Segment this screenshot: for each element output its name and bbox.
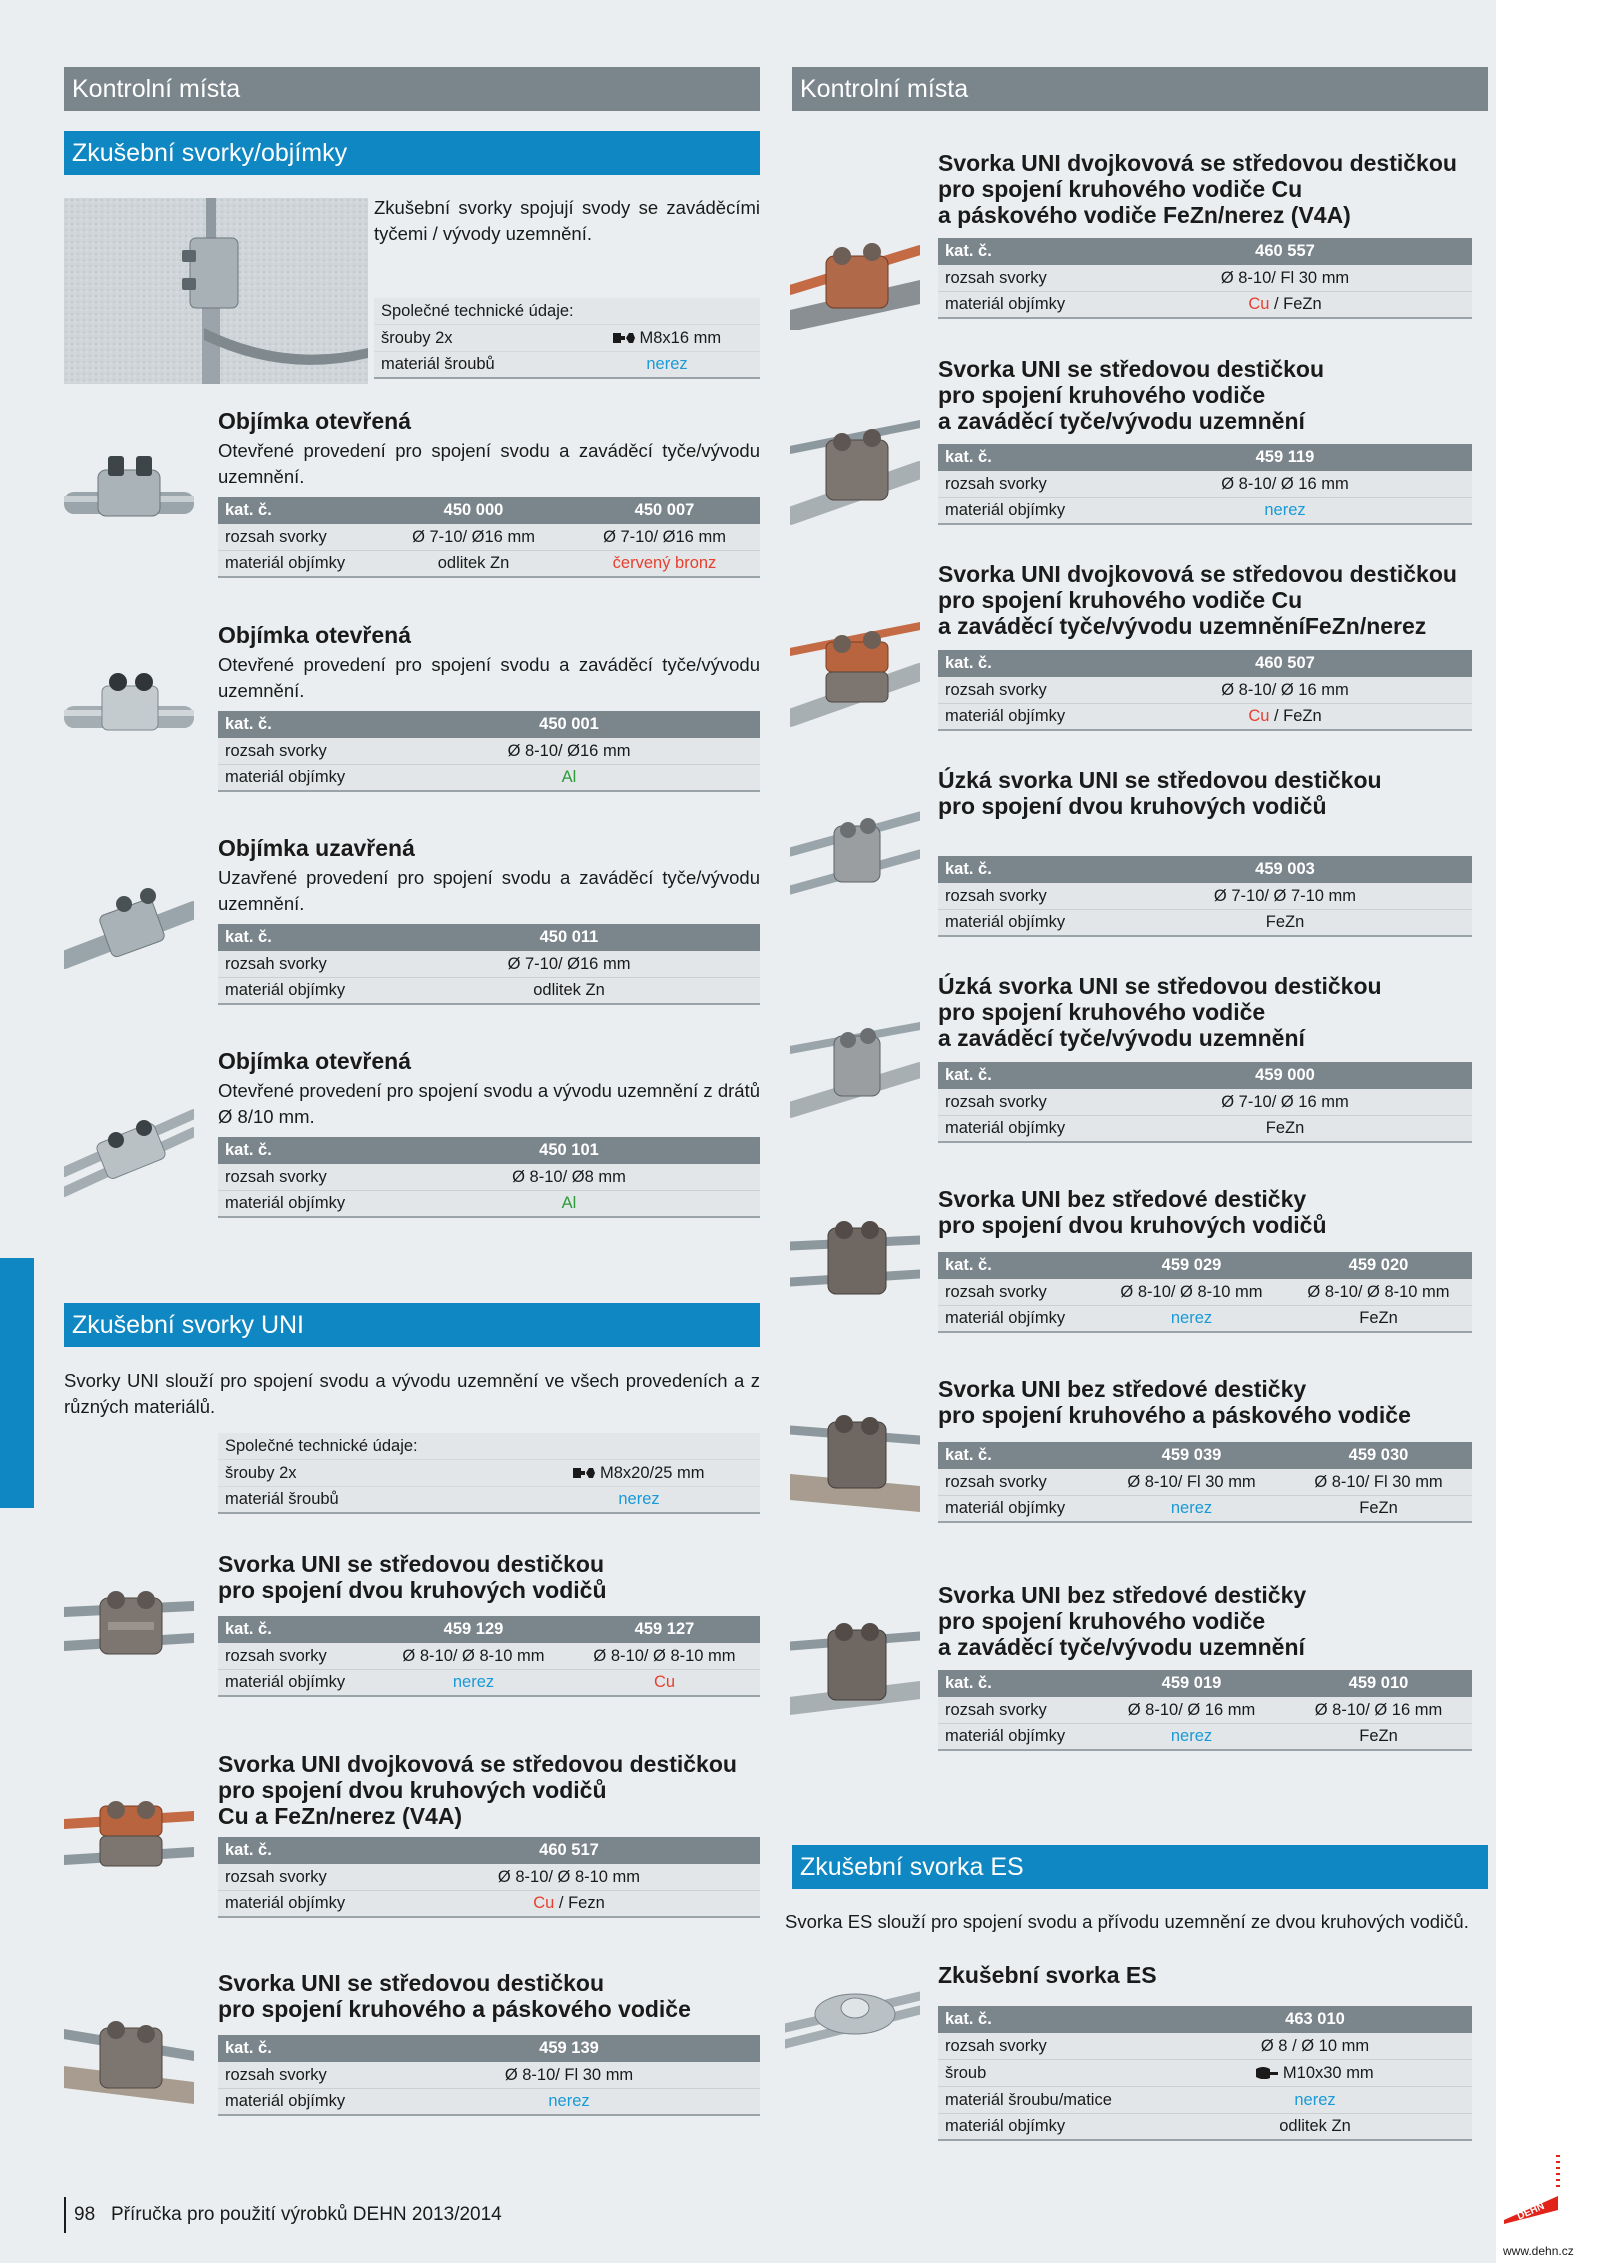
cell: nerez [1170,1309,1213,1327]
product-table-459039 [938,1442,1472,1523]
product-photo-459129 [64,1572,194,1672]
cell: FeZn [1359,1499,1398,1517]
cell: 459 010 [1348,1674,1409,1692]
cell: rozsah svorky [225,1867,327,1886]
cell: 459 030 [1348,1446,1409,1464]
product-title-line: a zaváděcí tyče/vývodu uzemněníFeZn/nerez [938,613,1427,639]
cell: rozsah svorky [945,1472,1047,1491]
cell: 450 101 [539,1141,599,1159]
product-title: Objímka otevřená [218,1048,412,1074]
table-row [218,524,760,551]
cell: rozsah svorky [945,1092,1047,1111]
intro-text: Zkušební svorky spojují svody se zaváděcími tyčemi / vývody uzemnění. [374,197,760,244]
spec-label: šrouby 2x [381,328,453,347]
product-table-459129 [218,1616,760,1697]
cell: kat. č. [945,654,992,672]
cell: Ø 8-10/ Ø 8-10 mm [1120,1282,1263,1301]
cell: rozsah svorky [945,474,1047,493]
chapter-tab-marker [0,1258,34,1508]
table-head-row [938,444,1472,471]
cell: materiál objímky [945,1309,1066,1327]
cell: kat. č. [945,1256,992,1274]
table-row [938,2033,1472,2060]
cell: kat. č. [225,928,272,946]
product-photo-459000 [790,1010,920,1120]
spec-heading: Společné technické údaje: [381,301,574,320]
cell: rozsah svorky [945,2036,1047,2055]
product-title [218,1551,607,1603]
section-header-kontrolni-mista-right [792,67,1488,111]
table-row [218,1864,760,1891]
product-title-line: Úzká svorka UNI se středovou destičkou [938,767,1382,793]
table-row [938,1724,1472,1751]
table-row [938,498,1472,525]
cell: materiál objímky [945,2117,1066,2135]
footer-url: www.dehn.cz [1503,2244,1574,2258]
cell: Ø 8-10/ Fl 30 mm [504,2065,634,2084]
cell: rozsah svorky [945,886,1047,905]
cell: Ø 7-10/ Ø 16 mm [1221,1092,1349,1111]
logo-text: DEHN [1515,2200,1547,2223]
product-table-459019 [938,1670,1472,1751]
cell-part: / Fezn [554,1894,605,1912]
spec-table-common-2 [218,1433,760,1514]
product-table-460557 [938,238,1472,319]
product-title: Objímka otevřená [218,408,412,434]
cell: nerez [452,1673,495,1691]
product-table-463010 [938,2006,1472,2141]
product-table-450101 [218,1137,760,1218]
cell: 459 000 [1255,1066,1315,1084]
cell: materiál objímky [225,554,346,572]
spec-label: šrouby 2x [225,1463,297,1482]
cell: Ø 8-10/ Ø16 mm [507,741,631,760]
table-row [938,1306,1472,1333]
table-head-row [218,924,760,951]
table-head-row [218,2035,760,2062]
cell: kat. č. [945,1446,992,1464]
cell: nerez [1294,2090,1336,2109]
product-title-line: pro spojení dvou kruhových vodičů [938,793,1327,819]
cell: 460 507 [1255,654,1315,672]
product-title-line: Svorka UNI bez středové destičky [938,1186,1307,1212]
product-table-459029 [938,1252,1472,1333]
section-title: Zkušební svorka ES [800,1852,1024,1881]
product-title-line: Úzká svorka UNI se středovou destičkou [938,973,1382,999]
product-photo-459019 [790,1610,920,1730]
cell: materiál objímky [945,1119,1066,1137]
cell: 450 007 [634,501,695,519]
spec-value [518,1464,760,1483]
table-row [938,1469,1472,1496]
cell: rozsah svorky [225,1646,327,1665]
product-title [938,1186,1327,1238]
cell: kat. č. [945,1674,992,1692]
table-row [938,704,1472,731]
cell: rozsah svorky [945,1700,1047,1719]
table-head-row [218,1837,760,1864]
cell-part: Cu [1248,295,1270,313]
product-title: Zkušební svorka ES [938,1962,1157,1988]
screw-icon [1256,2065,1278,2077]
table-row [938,910,1472,937]
cell: materiál objímky [945,1499,1066,1517]
table-head-row [938,1442,1472,1469]
cell: kat. č. [225,2039,272,2057]
cell: FeZn [1265,913,1305,931]
product-photo-459039 [790,1400,920,1520]
table-row [938,471,1472,498]
table-head-row [938,2006,1472,2033]
table-row [218,978,760,1005]
cell: materiál objímky [945,707,1066,725]
section-header-zkusebni-svorky-uni [64,1303,760,1347]
spec-heading: Společné technické údaje: [225,1436,418,1455]
product-title-line: pro spojení kruhového a páskového vodiče [938,1402,1411,1428]
spec-label: materiál šroubů [381,355,495,373]
cell: rozsah svorky [945,680,1047,699]
spec-row-material [218,1487,760,1514]
cell: kat. č. [225,715,272,733]
product-table-459119 [938,444,1472,525]
section-header-label: Kontrolní místa [800,74,969,103]
cell: 460 517 [539,1841,599,1859]
spec-value: nerez [646,355,688,373]
cell: materiál objímky [225,1673,346,1691]
table-head-row [938,238,1472,265]
table-head-row [938,856,1472,883]
spec-value: nerez [618,1490,660,1508]
table-row [938,1279,1472,1306]
cell: kat. č. [225,1841,272,1859]
cell: Ø 7-10/ Ø16 mm [507,954,631,973]
cell-part: Cu [1248,707,1270,725]
table-row [218,1164,760,1191]
spec-value-text: M8x20/25 mm [600,1463,705,1482]
intro-text: Svorky UNI slouží pro spojení svodu a vývodu uzemnění ve všech provedeních a z různých materiálů. [64,1370,760,1417]
cell: 450 001 [539,715,599,733]
cell: kat. č. [945,2010,992,2028]
cell: kat. č. [945,1066,992,1084]
table-row [938,883,1472,910]
product-title-line: a zaváděcí tyče/vývodu uzemnění [938,408,1305,434]
cell: Ø 8-10/ Fl 30 mm [1314,1472,1443,1491]
product-table-459139 [218,2035,760,2116]
product-title-line: pro spojení kruhového vodiče [938,1608,1266,1634]
cell: odlitek Zn [533,981,605,999]
product-photo-450011 [64,870,194,970]
product-table-459000 [938,1062,1472,1143]
cell: kat. č. [225,1620,272,1638]
table-row [938,677,1472,704]
product-table-460517 [218,1837,760,1918]
cell [1098,707,1472,726]
product-title-line: Svorka UNI dvojkovová se středovou destičkou [938,561,1457,587]
wall-clamp-photo [64,198,368,384]
table-head-row [218,711,760,738]
cell [1158,2064,1472,2083]
cell: 450 000 [443,501,504,519]
product-title [938,356,1324,434]
cell: rozsah svorky [225,741,327,760]
table-row [938,2114,1472,2141]
spec-table-common-1 [374,298,760,379]
cell: kat. č. [945,448,992,466]
cell: 459 119 [1255,448,1315,466]
cell: materiál objímky [945,1727,1066,1745]
cell: Ø 8-10/ Ø 16 mm [1314,1700,1443,1719]
section-title: Zkušební svorky UNI [72,1310,305,1339]
cell: Ø 8-10/ Ø 16 mm [1221,680,1349,699]
cell: Cu [653,1673,676,1691]
footer-title: Příručka pro použití výrobků DEHN 2013/2014 [110,2204,502,2225]
cell: Ø 8-10/ Ø 8-10 mm [402,1646,545,1665]
product-title-line: a páskového vodiče FeZn/nerez (V4A) [938,202,1351,228]
product-title-line: Svorka UNI bez středové destičky [938,1376,1307,1402]
product-title: Objímka otevřená [218,622,412,648]
product-title-line: pro spojení kruhového vodiče Cu [938,176,1303,202]
product-title [938,150,1457,228]
product-title-line: Svorka UNI dvojkovová se středovou destičkou [218,1751,737,1777]
product-title [938,973,1382,1051]
cell: červený bronz [612,554,717,572]
table-row [218,551,760,578]
cell: šroub [945,2063,987,2082]
cell [1098,295,1472,314]
product-title-line: pro spojení kruhového vodiče [938,999,1266,1025]
cell: FeZn [1359,1727,1398,1745]
cell: materiál objímky [225,768,346,786]
cell [378,1894,760,1913]
table-row [218,1191,760,1218]
table-row [218,1670,760,1697]
spec-value [574,329,760,348]
table-head-row [938,1670,1472,1697]
cell: rozsah svorky [225,2065,327,2084]
table-row [938,1089,1472,1116]
product-table-450011 [218,924,760,1005]
cell: 459 020 [1348,1256,1409,1274]
product-photo-450001 [64,656,194,752]
product-photo-459139 [64,2000,194,2110]
cell: 459 029 [1161,1256,1222,1274]
cell: rozsah svorky [225,527,327,546]
table-row [938,1116,1472,1143]
product-title-line: a zaváděcí tyče/vývodu uzemnění [938,1634,1305,1660]
cell: Ø 8-10/ Ø 16 mm [1221,474,1349,493]
spec-row-material [374,352,760,379]
cell: kat. č. [225,1141,272,1159]
product-photo-460517 [64,1780,194,1890]
cell-part: / FeZn [1269,707,1322,725]
product-title-line: Svorka UNI dvojkovová se středovou destičkou [938,150,1457,176]
spec-value-text: M8x16 mm [639,328,722,347]
product-title [938,1582,1306,1660]
table-row [218,1891,760,1918]
product-title-line: Svorka UNI bez středové destičky [938,1582,1307,1608]
cell: 459 139 [539,2039,599,2057]
product-title-line: Cu a FeZn/nerez (V4A) [218,1803,463,1829]
table-row [938,2087,1472,2114]
product-title-line: Svorka UNI se středovou destičkou [218,1551,605,1577]
cell: 459 003 [1255,860,1315,878]
product-photo-450000 [64,440,194,540]
cell: 460 557 [1255,242,1315,260]
spec-row-screws [374,325,760,352]
cell: rozsah svorky [225,1167,327,1186]
product-title-line: pro spojení kruhového vodiče Cu [938,587,1303,613]
product-description: Uzavřené provedení pro spojení svodu a zaváděcí tyče/vývodu uzemnění. [218,867,760,914]
product-title [938,561,1457,639]
section-header-label: Kontrolní místa [72,74,241,103]
product-title-line: pro spojení kruhového vodiče [938,382,1266,408]
section-title: Zkušební svorky/objímky [72,138,348,167]
cell: rozsah svorky [945,268,1047,287]
section-header-kontrolni-mista-left [64,67,760,111]
cell: 450 011 [539,928,599,946]
cell: materiál objímky [945,295,1066,313]
cell: materiál objímky [225,1194,346,1212]
cell: Al [561,1194,577,1212]
cell-text: M10x30 mm [1282,2063,1374,2082]
table-row [938,1697,1472,1724]
product-photo-450101 [64,1092,194,1202]
product-title: Objímka uzavřená [218,835,415,861]
cell: Ø 7-10/ Ø 7-10 mm [1213,886,1357,905]
cell: 459 019 [1161,1674,1222,1692]
cell: materiál šroubu/matice [945,2090,1112,2109]
spec-label: materiál šroubů [225,1490,339,1508]
cell: 459 039 [1161,1446,1222,1464]
cell: nerez [1170,1499,1213,1517]
product-photo-459119 [790,410,920,526]
product-title-line: pro spojení dvou kruhových vodičů [938,1212,1327,1238]
cell: Ø 8-10/ Ø 8-10 mm [497,1867,641,1886]
cell-part: / FeZn [1269,295,1322,313]
cell: FeZn [1265,1119,1305,1137]
footer [74,2204,502,2226]
product-table-460507 [938,650,1472,731]
cell: nerez [1264,501,1306,519]
cell-part: Cu [533,1894,555,1912]
product-title [218,1970,691,2022]
spec-row-screws [218,1460,760,1487]
cell: Ø 7-10/ Ø16 mm [603,527,726,546]
table-head-row [938,650,1472,677]
table-head-row [218,1137,760,1164]
cell: Ø 8-10/ Ø 16 mm [1127,1700,1256,1719]
product-title-line: pro spojení kruhového a páskového vodiče [218,1996,691,2022]
cell: Ø 8 / Ø 10 mm [1260,2036,1370,2055]
table-row [938,1496,1472,1523]
cell: nerez [1170,1727,1213,1745]
cell: materiál objímky [225,1894,346,1912]
table-head-row [938,1252,1472,1279]
footer-divider [64,2197,66,2233]
product-table-450000 [218,497,760,578]
spec-heading-row [374,298,760,325]
cell: materiál objímky [945,913,1066,931]
cell: rozsah svorky [225,954,327,973]
product-photo-459003 [790,800,920,900]
product-photo-463010 [785,1980,920,2060]
table-head-row [218,497,760,524]
cell: Al [561,768,577,786]
table-row [938,2060,1472,2087]
cell: 459 129 [443,1620,504,1638]
cell: kat. č. [225,501,272,519]
table-row [938,292,1472,319]
product-title-line: a zaváděcí tyče/vývodu uzemnění [938,1025,1305,1051]
table-row [218,1643,760,1670]
product-title-line: Svorka UNI se středovou destičkou [938,356,1325,382]
cell: odlitek Zn [1279,2117,1351,2135]
bolt-icon [573,1465,595,1477]
cell: 459 127 [634,1620,695,1638]
table-row [218,951,760,978]
product-title-line: Svorka UNI se středovou destičkou [218,1970,605,1996]
cell: kat. č. [945,242,992,260]
cell: odlitek Zn [437,554,510,572]
dehn-logo [1502,2152,1562,2224]
product-description: Otevřené provedení pro spojení svodu a vývodu uzemnění z drátů Ø 8/10 mm. [218,1080,760,1127]
section-header-zkusebni-svorky [64,131,760,175]
product-title-line: pro spojení dvou kruhových vodičů [218,1777,607,1803]
table-head-row [218,1616,760,1643]
cell: Ø 8-10/ Fl 30 mm [1220,268,1350,287]
product-title-line: pro spojení dvou kruhových vodičů [218,1577,607,1603]
cell: kat. č. [945,860,992,878]
product-description: Otevřené provedení pro spojení svodu a zaváděcí tyče/vývodu uzemnění. [218,440,760,487]
cell: nerez [548,2092,590,2110]
table-head-row [938,1062,1472,1089]
cell: materiál objímky [225,2092,346,2110]
cell: materiál objímky [225,981,346,999]
product-table-459003 [938,856,1472,937]
page-number: 98 [74,2204,96,2225]
section-header-zkusebni-svorka-es [792,1845,1488,1889]
cell: Ø 8-10/ Ø 8-10 mm [1307,1282,1450,1301]
product-table-450001 [218,711,760,792]
cell: 463 010 [1285,2010,1345,2028]
product-photo-460507 [790,612,920,728]
cell: Ø 8-10/ Fl 30 mm [1127,1472,1256,1491]
cell: Ø 8-10/ Ø 8-10 mm [593,1646,736,1665]
table-row [218,738,760,765]
product-description: Otevřené provedení pro spojení svodu a zaváděcí tyče/vývodu uzemnění. [218,654,760,701]
product-title [938,767,1382,819]
table-row [218,2062,760,2089]
product-title [218,1751,737,1829]
product-title [938,1376,1411,1428]
intro-text: Svorka ES slouží pro spojení svodu a přívodu uzemnění ze dvou kruhových vodičů. [785,1911,1469,1932]
table-row [938,265,1472,292]
cell: Ø 7-10/ Ø16 mm [412,527,535,546]
product-photo-460557 [790,220,920,330]
cell: Ø 8-10/ Ø8 mm [512,1167,626,1186]
product-photo-459029 [790,1210,920,1310]
table-row [218,2089,760,2116]
cell: FeZn [1359,1309,1398,1327]
table-row [218,765,760,792]
cell: rozsah svorky [945,1282,1047,1301]
spec-heading-row [218,1433,760,1460]
bolt-icon [613,330,635,342]
cell: materiál objímky [945,501,1066,519]
right-margin [1496,0,1600,2263]
